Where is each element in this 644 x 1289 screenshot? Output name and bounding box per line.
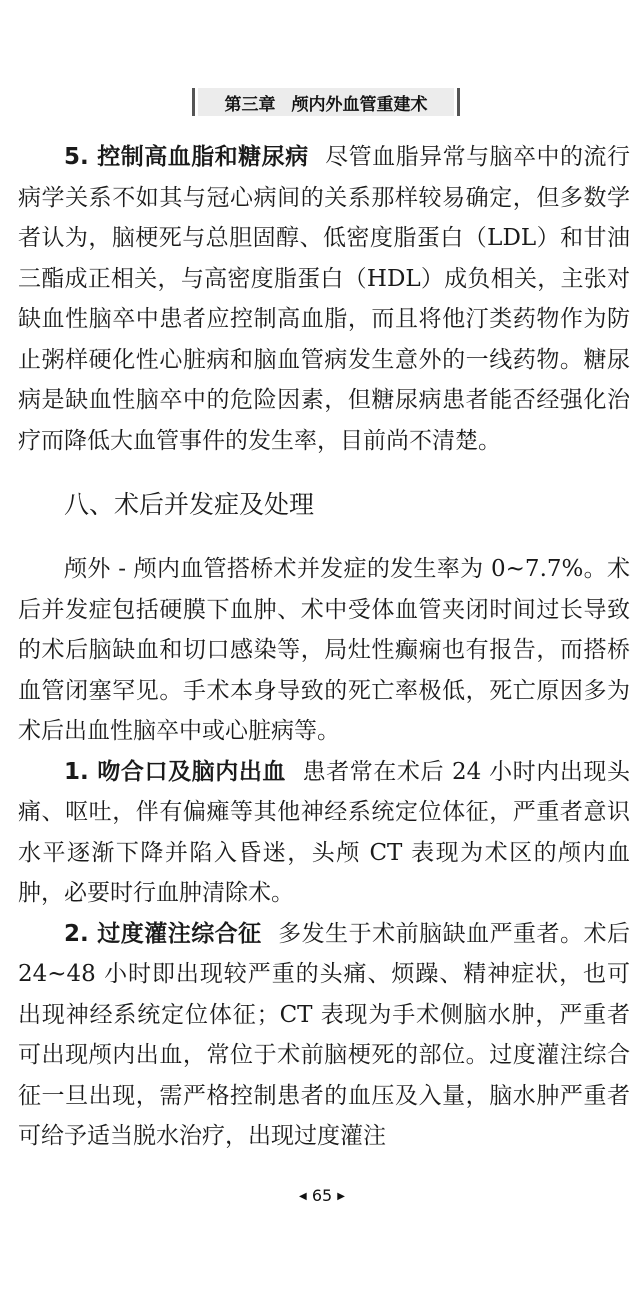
page-footer <box>0 1186 644 1205</box>
item-2-heading: 2. 过度灌注综合征 <box>64 920 262 947</box>
running-header <box>198 88 454 116</box>
item-1-text: 患者常在术后 24 小时内出现头痛、呕吐，伴有偏瘫等其他神经系统定位体征，严重者意识水平逐渐下降并陷入昏迷，头颅 CT 表现为术区的颅内血肿，必要时行血肿清除术。 <box>18 758 631 906</box>
item-2-text: 多发生于术前脑缺血严重者。术后 24~48 小时即出现较严重的头痛、烦躁、精神症状，也可出现神经系统定位体征；CT 表现为手术侧脑水肿，严重者可出现颅内出血，常位于术前脑梗死的部位。过度灌注综合征一旦出现，需严格控制患者的血压及入量，脑水肿严重者可给予适当脱水治疗，出现过度灌注 <box>18 920 631 1149</box>
chapter-number: 第三章 <box>224 94 276 115</box>
right-triangle-icon: ▶ <box>337 1191 345 1202</box>
section-8-title: 八、术后并发症及处理 <box>64 490 315 519</box>
left-triangle-icon: ◀ <box>299 1191 307 1202</box>
item-1-heading: 1. 吻合口及脑内出血 <box>64 758 286 785</box>
page-body <box>18 137 630 1157</box>
paragraph-intro: 颅外 - 颅内血管搭桥术并发症的发生率为 0~7.7%。术后并发症包括硬膜下血肿、术中受体血管夹闭时间过长导致的术后脑缺血和切口感染等，局灶性癫痫也有报告，而搭桥血管闭塞罕见。手术本身导致的死亡率极低，死亡原因多为术后出血性脑卒中或心脏病等。 <box>18 556 630 744</box>
section-5-text: 尽管血脂异常与脑卒中的流行病学关系不如其与冠心病间的关系那样较易确定，但多数学者认为，脑梗死与总胆固醇、低密度脂蛋白（LDL）和甘油三酯成正相关，与高密度脂蛋白（HDL）成负相关，主张对缺血性脑卒中患者应控制高血脂，而且将他汀类药物作为防止粥样硬化性心脏病和脑血管病发生意外的一线药物。糖尿病是缺血性脑卒中的危险因素，但糖尿病患者能否经强化治疗而降低大血管事件的发生率，目前尚不清楚。 <box>18 144 630 454</box>
chapter-title: 颅内外血管重建术 <box>291 94 428 115</box>
page-number: 65 <box>311 1186 333 1205</box>
paragraph-item-1 <box>18 752 630 914</box>
section-5-heading: 5. 控制高血脂和糖尿病 <box>64 144 309 170</box>
header-right-bar <box>457 88 460 116</box>
paragraph-item-2 <box>18 914 630 1157</box>
header-left-bar <box>192 88 195 116</box>
paragraph-section-5 <box>18 137 630 461</box>
